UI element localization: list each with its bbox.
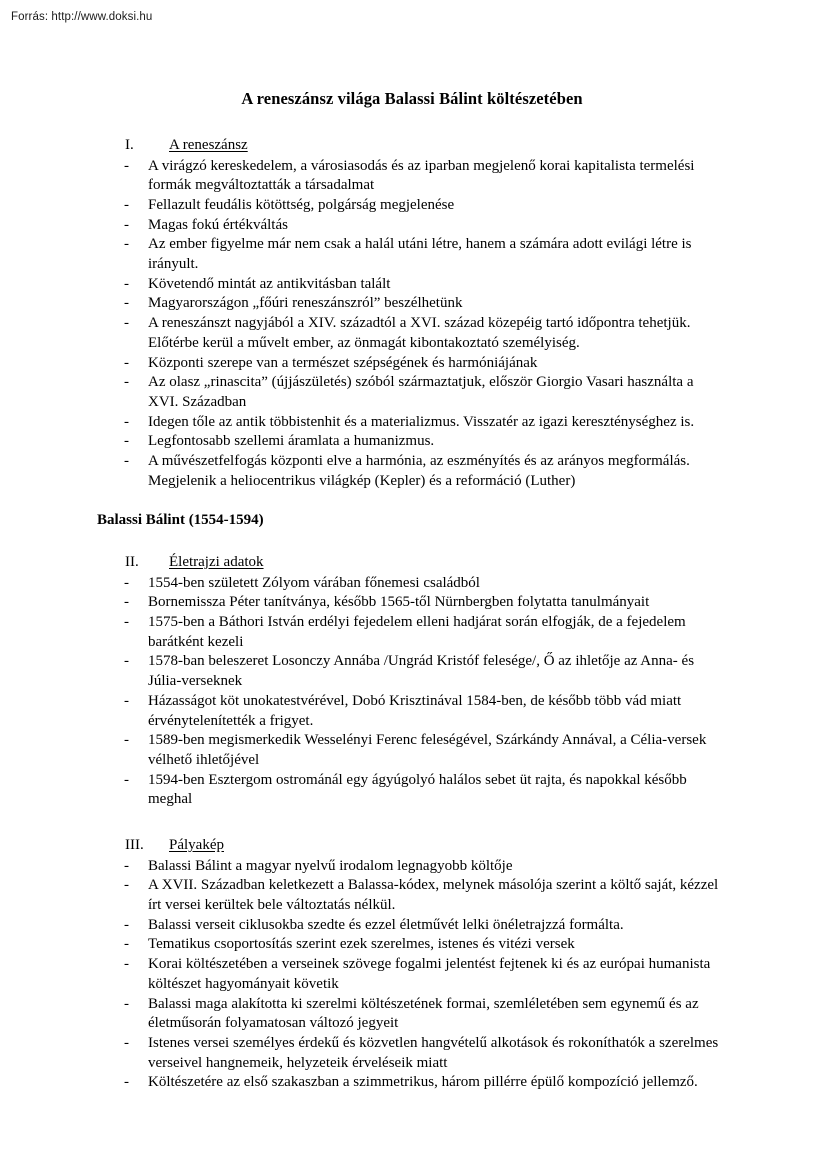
- bullet-marker: -: [124, 857, 129, 874]
- list-item-text: A művészetfelfogás központi elve a harmónia, az eszményítés és az arányos megformálás. Megjelenik a heliocentrikus világkép (Kepler) és a reformáció (Luther): [148, 453, 690, 489]
- list-item-text: Fellazult feudális kötöttség, polgárság megjelenése: [148, 196, 455, 213]
- section-3-numeral: III.: [125, 837, 144, 854]
- list-item: [97, 196, 727, 216]
- list-item: [97, 432, 727, 452]
- list-item: [97, 413, 727, 433]
- author-heading: Balassi Bálint (1554-1594): [97, 512, 264, 529]
- bullet-marker: -: [124, 594, 129, 611]
- section-2: [97, 553, 727, 810]
- list-item-text: Bornemissza Péter tanítványa, később 1565-től Nürnbergben folytatta tanulmányait: [148, 594, 650, 611]
- list-item: [97, 373, 727, 412]
- page-title: A reneszánsz világa Balassi Bálint költészetében: [241, 89, 583, 108]
- bullet-marker: -: [124, 877, 129, 894]
- list-item-text: Központi szerepe van a természet szépségének és harmóniájának: [148, 354, 538, 371]
- list-item-text: Az olasz „rinascita” (újjászületés) szóból származtatjuk, először Giorgio Vasari használta a XVI. Században: [148, 374, 694, 410]
- bullet-marker: -: [124, 614, 129, 631]
- list-item: [97, 857, 727, 877]
- section-3-list: [97, 857, 727, 1093]
- list-item-text: Istenes versei személyes érdekű és közvetlen hangvételű alkotások és rokoníthatók a szerelmes verseivel hangnemeik, helyzeteik érveléseik miatt: [148, 1034, 719, 1071]
- list-item: [97, 216, 727, 236]
- list-item-text: Korai költészetében a verseinek szövege fogalmi jelentést fejtenek ki és az európai humanista költészet hagyományait követik: [148, 956, 711, 992]
- section-3-heading: [97, 836, 727, 856]
- list-item: [97, 235, 727, 274]
- list-item-text: Követendő mintát az antikvitásban talált: [148, 275, 391, 292]
- list-item: [97, 574, 727, 594]
- list-item: [97, 771, 727, 810]
- list-item-text: Magyarországon „főúri reneszánszról” beszélhetünk: [148, 295, 463, 312]
- bullet-marker: -: [124, 295, 129, 312]
- section-1-numeral: I.: [125, 137, 134, 153]
- list-item: [97, 314, 727, 353]
- list-item: [97, 652, 727, 691]
- section-1-title: A reneszánsz: [169, 137, 248, 153]
- list-item-text: Az ember figyelme már nem csak a halál utáni létre, hanem a számára adott evilági létre is irányult.: [148, 236, 692, 273]
- list-item-text: A reneszánszt nagyjából a XIV. századtól a XVI. század közepéig tartó időpontra tehetjük. Előtérbe kerül a művelt ember, az önmagát kibontakoztató személyiség.: [148, 315, 691, 351]
- list-item: [97, 354, 727, 374]
- section-2-numeral: II.: [125, 554, 139, 571]
- list-item-text: 1575-ben a Báthori István erdélyi fejedelem elleni hadjárat során elfogják, de a fejedelem barátként kezeli: [148, 614, 686, 650]
- bullet-marker: -: [124, 936, 129, 953]
- section-1-heading: [97, 136, 727, 156]
- list-item: [97, 731, 727, 770]
- list-item: [97, 692, 727, 731]
- list-item: [97, 157, 727, 196]
- list-item: [97, 452, 727, 491]
- section-2-heading: [97, 553, 727, 573]
- list-item: [97, 294, 727, 314]
- section-2-title: Életrajzi adatok: [169, 554, 264, 571]
- list-item-text: 1578-ban beleszeret Losonczy Annába /Ungrád Kristóf felesége/, Ő az ihletője az Anna- és Júlia-verseknek: [148, 653, 695, 690]
- section-3: [97, 836, 727, 1093]
- list-item-text: A XVII. Században keletkezett a Balassa-kódex, melynek másolója szerint a költő saját, kézzel írt versei kerültek bele változtatás nélkül.: [148, 877, 719, 913]
- bullet-marker: -: [124, 1074, 129, 1091]
- bullet-marker: -: [124, 995, 129, 1012]
- list-item-text: Tematikus csoportosítás szerint ezek szerelmes, istenes és vitézi versek: [148, 936, 575, 953]
- bullet-marker: -: [124, 216, 129, 233]
- bullet-marker: -: [124, 956, 129, 973]
- list-item-text: 1554-ben született Zólyom várában főnemesi családból: [148, 574, 480, 591]
- list-item: [97, 995, 727, 1034]
- source-url-header: Forrás: http://www.doksi.hu: [11, 11, 153, 23]
- bullet-marker: -: [124, 433, 129, 450]
- section-3-title: Pályakép: [169, 837, 224, 854]
- bullet-marker: -: [124, 732, 129, 749]
- document-content: [97, 88, 727, 1093]
- bullet-marker: -: [124, 1034, 129, 1051]
- list-item: [97, 955, 727, 994]
- bullet-marker: -: [124, 315, 129, 332]
- list-item: [97, 935, 727, 955]
- list-item: [97, 1034, 727, 1073]
- list-item: [97, 1073, 727, 1093]
- bullet-marker: -: [124, 374, 129, 391]
- list-item-text: Balassi Bálint a magyar nyelvű irodalom legnagyobb költője: [148, 857, 513, 874]
- bullet-marker: -: [124, 771, 129, 788]
- list-item-text: Magas fokú értékváltás: [148, 216, 288, 233]
- bullet-marker: -: [124, 196, 129, 213]
- bullet-marker: -: [124, 236, 129, 253]
- list-item-text: Legfontosabb szellemi áramlata a humanizmus.: [148, 433, 435, 450]
- list-item-text: Házasságot köt unokatestvérével, Dobó Krisztinával 1584-ben, de később több vád miatt érvénytelenítették a frigyet.: [148, 692, 682, 729]
- bullet-marker: -: [124, 275, 129, 292]
- list-item-text: 1594-ben Esztergom ostrománál egy ágyúgolyó halálos sebet üt rajta, és napokkal később meghal: [148, 771, 687, 808]
- list-item-text: Balassi verseit ciklusokba szedte és ezzel életművét lelki önéletrajzzá formálta.: [148, 916, 624, 933]
- bullet-marker: -: [124, 157, 129, 174]
- list-item-text: Idegen tőle az antik többistenhit és a materializmus. Visszatér az igazi kereszténységhez is.: [148, 413, 695, 430]
- section-1-list: [97, 157, 727, 492]
- list-item: [97, 613, 727, 652]
- bullet-marker: -: [124, 916, 129, 933]
- list-item: [97, 916, 727, 936]
- bullet-marker: -: [124, 354, 129, 371]
- bullet-marker: -: [124, 692, 129, 709]
- list-item-text: 1589-ben megismerkedik Wesselényi Ferenc feleségével, Szárkándy Annával, a Célia-versek vélhető ihletőjével: [148, 732, 707, 768]
- list-item: [97, 876, 727, 915]
- list-item-text: A virágzó kereskedelem, a városiasodás és az iparban megjelenő korai kapitalista termelési formák megváltoztatták a társadalmat: [148, 157, 695, 194]
- bullet-marker: -: [124, 574, 129, 591]
- list-item: [97, 275, 727, 295]
- bullet-marker: -: [124, 413, 129, 430]
- bullet-marker: -: [124, 453, 129, 470]
- bullet-marker: -: [124, 653, 129, 670]
- section-1: [97, 136, 727, 491]
- section-2-list: [97, 574, 727, 810]
- list-item-text: Balassi maga alakította ki szerelmi költészetének formai, szemléletében sem egynemű és az életműsorán folyamatosan változó jegyeit: [148, 995, 699, 1032]
- list-item-text: Költészetére az első szakaszban a szimmetrikus, három pillérre épülő kompozíció jellemző.: [148, 1074, 698, 1091]
- list-item: [97, 593, 727, 613]
